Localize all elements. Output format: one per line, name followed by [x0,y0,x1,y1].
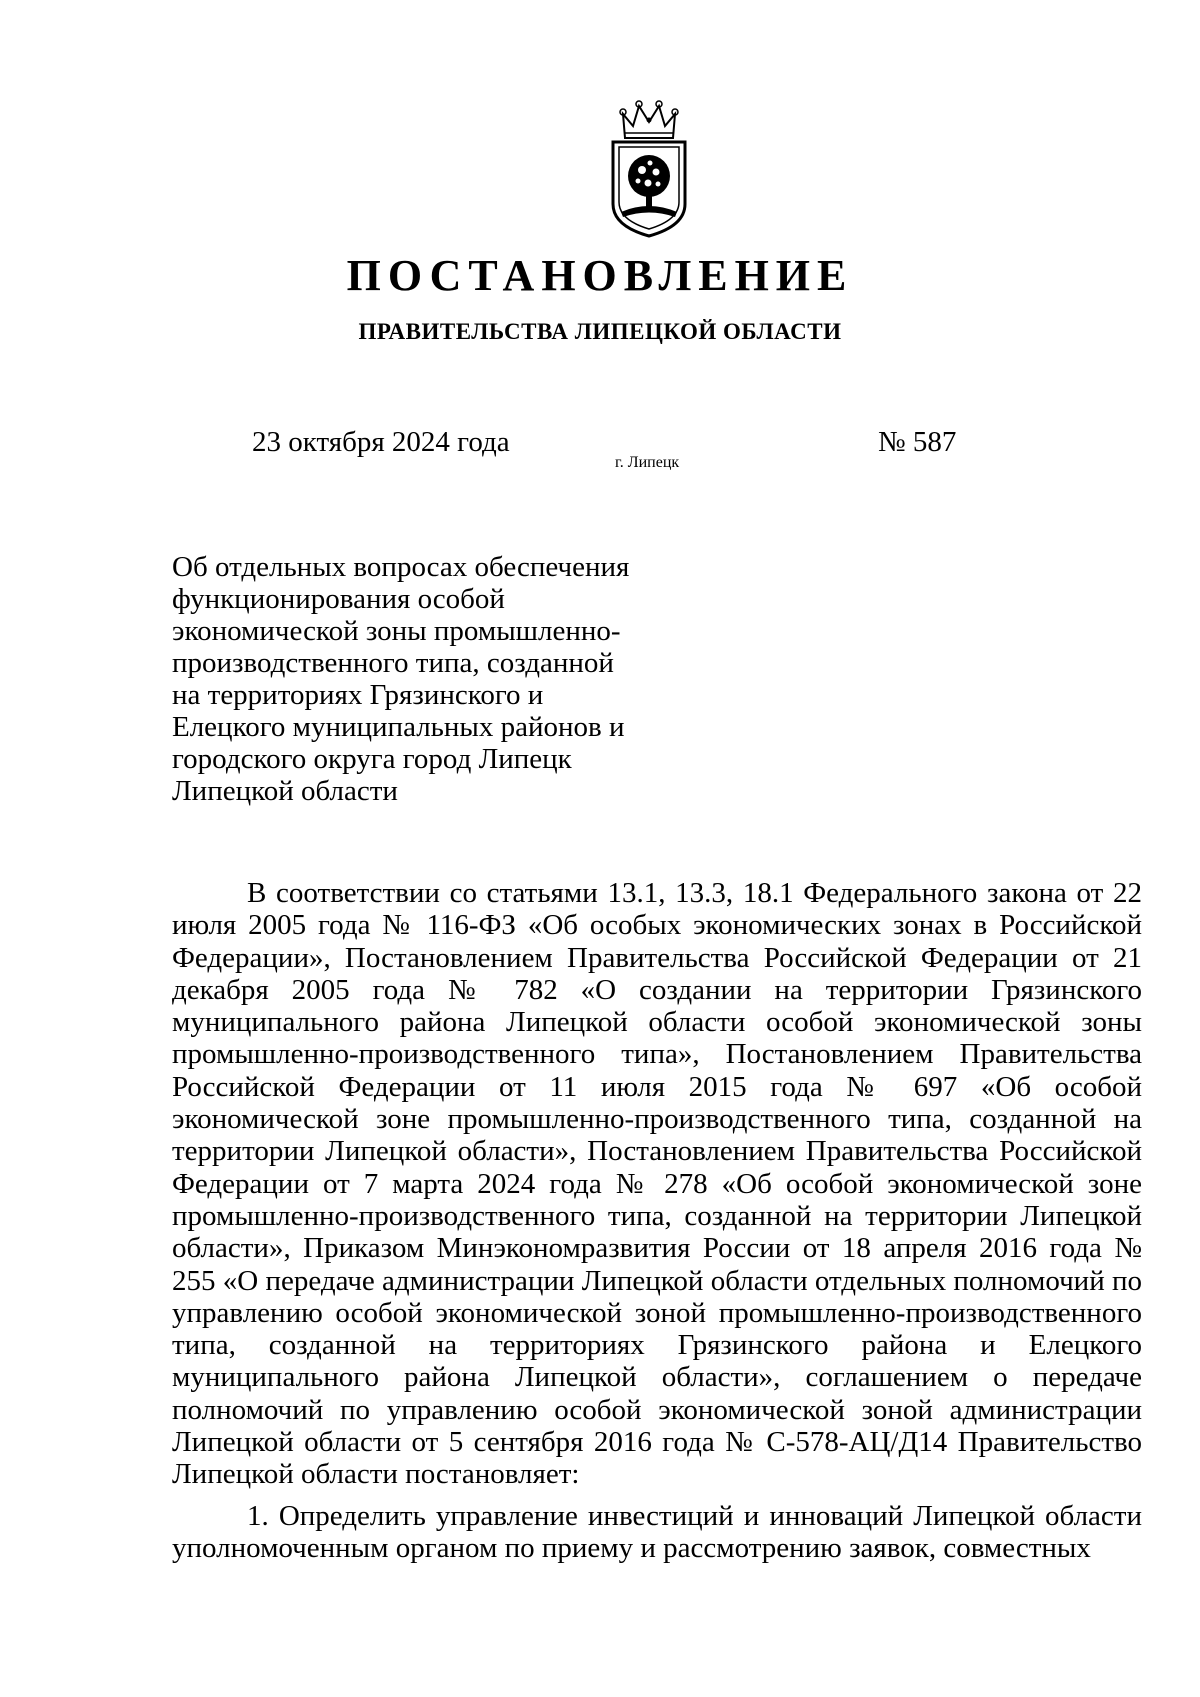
subject-line: Елецкого муниципальных районов и [172,711,625,743]
document-city: г. Липецк [615,454,680,471]
subject-line: Липецкой области [172,775,398,807]
subject-line: экономической зоны промышленно- [172,615,621,647]
subject-line: производственного типа, созданной [172,647,614,679]
document-subject [172,551,672,807]
subject-line: Об отдельных вопросах обеспечения [172,551,630,583]
document-body [172,877,1142,1564]
document-date: 23 октября 2024 года [252,426,510,458]
subject-line: городского округа город Липецк [172,743,572,775]
subject-line: на территориях Грязинского и [172,679,544,711]
document-number: № 587 [878,426,957,458]
clause-1-paragraph: 1. Определить управление инвестиций и инноваций Липецкой области уполномоченным органом по приему и рассмотрению заявок, совместных [172,1499,1142,1564]
preamble-paragraph: В соответствии со статьями 13.1, 13.3, 18.1 Федерального закона от 22 июля 2005 года № 116-ФЗ «Об особых экономических зонах в Российской Федерации», Постановлением Правительства Российской Федерации от 21 декабря 2005 года № 782 «О создании на территории Грязинского муниципального района Липецкой области особой экономической зоны промышленно-производственного типа», Постановлением Правительства Российской Федерации от 11 июля 2015 года № 697 «Об особой экономической зоне промышленно-производственного типа, созданной на территории Липецкой области», Постановлением Правительства Российской Федерации от 7 марта 2024 года № 278 «Об особой экономической зоне промышленно-производственного типа, созданной на территории Липецкой области», Приказом Минэкономразвития России от 18 апреля 2016 года № 255 «О передаче администрации Липецкой области отдельных полномочий по управлению особой экономической зоной промышленно-производственного типа, созданной на территориях Грязинского района и Елецкого муниципального района Липецкой области», соглашением о передаче полномочий по управлению особой экономической зоной администрации Липецкой области от 5 сентября 2016 года № С-578-АЦ/Д14 Правительство Липецкой области постановляет: [172,877,1142,1491]
coat-of-arms-icon [603,100,695,240]
document-type-title: ПОСТАНОВЛЕНИЕ [346,251,854,300]
subject-line: функционирования особой [172,583,505,615]
issuing-authority: ПРАВИТЕЛЬСТВА ЛИПЕЦКОЙ ОБЛАСТИ [358,319,842,344]
